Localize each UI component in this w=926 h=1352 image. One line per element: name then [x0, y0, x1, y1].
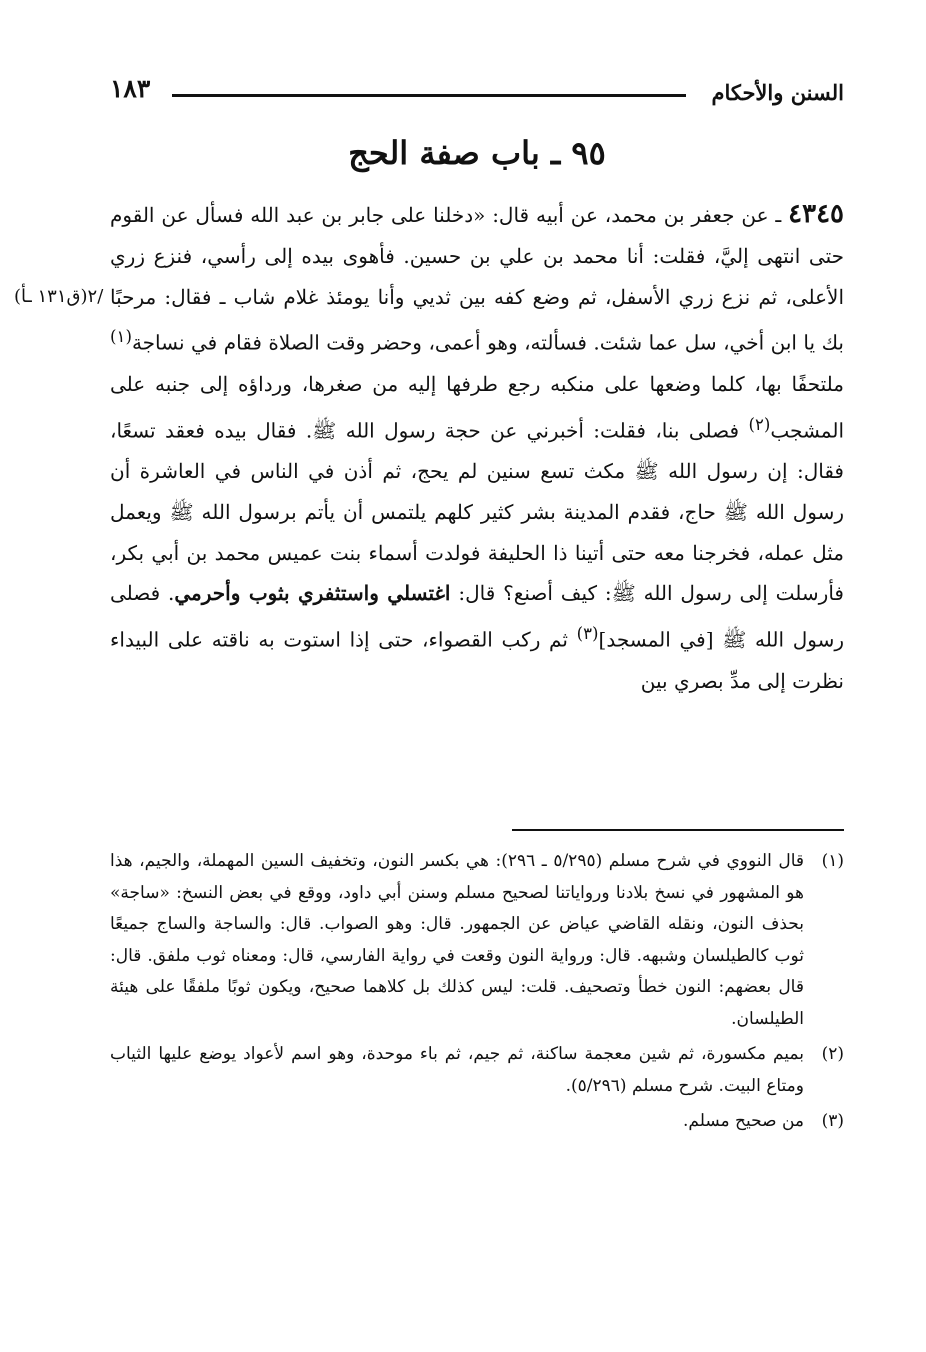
footnote-text: من صحيح مسلم.: [683, 1111, 804, 1131]
footnote-number: (١): [821, 851, 844, 871]
header-rule: [172, 94, 686, 97]
hadith-text-part-2: ملتحفًا بها، كلما وضعها على منكبه رجع طرفها إليه من صغرها، ورداؤه إلى جنبه على المشجب: [110, 371, 844, 443]
footnote-marker-2: (٢): [748, 414, 771, 434]
book-title: السنن والأحكام: [711, 80, 844, 105]
prophet-quote: اغتسلي واستثفري بثوب وأحرمي: [174, 581, 451, 606]
footnote-number: (٣): [821, 1111, 844, 1131]
footnote-text: بميم مكسورة، ثم شين معجمة ساكنة، ثم جيم، ثم باء موحدة، وهو اسم لأعواد يوضع عليها الثياب ومتاع البيت. شرح مسلم (٥/٢٩٦).: [110, 1044, 804, 1096]
footnote-marker-1: (١): [110, 327, 132, 347]
footnote-item: [110, 846, 844, 1035]
running-header: [110, 72, 844, 112]
footnote-item: [110, 1039, 844, 1102]
footnotes: [110, 846, 844, 1142]
hadith-text: [110, 194, 844, 702]
footnote-text: قال النووي في شرح مسلم (٥/٢٩٥ ـ ٢٩٦): هي بكسر النون، وتخفيف السين المهملة، والجيم، هذا هو المشهور في نسخ بلادنا ورواياتنا لصحيح مسلم وسنن أبي داود، ووقع في بعض النسخ: «ساجة» بحذف النون، ونقله القاضي عياض عن الجمهور. قال: وهو الصواب. قال: والساجة والساج جميعًا ثوب كالطيلسان وشبهه. قال: ورواية النون وقعت في رواية الفارسي، قال: ومعناه ثوب ملفق. قال: قال بعضهم: النون خطأ وتصحيف. قلت: ليس كذلك بل كلاهما صحيح، ويكون ثوبًا ملفقًا على هيئة الطيلسان.: [110, 851, 804, 1029]
hadith-text-part-5: ثم ركب القصواء، حتى إذا استوت به ناقته على البيداء نظرت إلى مدِّ بصري بين: [110, 627, 844, 693]
page-number: ١٨٣: [110, 74, 151, 103]
chapter-title: ٩٥ ـ باب صفة الحج: [348, 134, 606, 172]
footnote-number: (٢): [821, 1044, 844, 1064]
footnote-separator: [512, 829, 844, 831]
footnote-marker-3: (٣): [576, 624, 599, 644]
hadith-text-part-4: . فصلى رسول الله ﷺ [في المسجد]: [110, 581, 844, 652]
hadith-text-part-3: فصلى بنا، فقلت: أخبرني عن حجة رسول الله ﷺ. فقال بيده فعقد تسعًا، فقال: إن رسول الله ﷺ مكث تسع سنين لم يحج، ثم أذن في الناس في العاشرة أن رسول الله ﷺ حاج، فقدم المدينة بشر كثير كلهم يلتمس أن يأتم برسول الله ﷺ ويعمل مثل عمله، فخرجنا معه حتى أتينا ذا الحليفة فولدت أسماء بنت عميس محمد بن أبي بكر، فأرسلت إلى رسول الله ﷺ: كيف أصنع؟ قال:: [110, 418, 844, 606]
footnote-item: [110, 1106, 844, 1138]
manuscript-margin-reference: /٢(ق١٣١ ـأ): [14, 286, 104, 307]
hadith-text-part-1: ـ عن جعفر بن محمد، عن أبيه قال: «دخلنا على جابر بن عبد الله فسأل عن القوم حتى انتهى إليَّ، فقلت: أنا محمد بن علي بن حسين. فأهوى بيده إلى رأسي، فنزع زري الأعلى، ثم نزع زري الأسفل، ثم وضع كفه بين ثديي وأنا يومئذ غلام شاب ـ فقال: مرحبًا بك يا ابن أخي، سل عما شئت. فسألته، وهو أعمى، وحضر وقت الصلاة فقام في نساجة: [110, 203, 844, 356]
hadith-number: ٤٣٤٥: [788, 199, 844, 229]
